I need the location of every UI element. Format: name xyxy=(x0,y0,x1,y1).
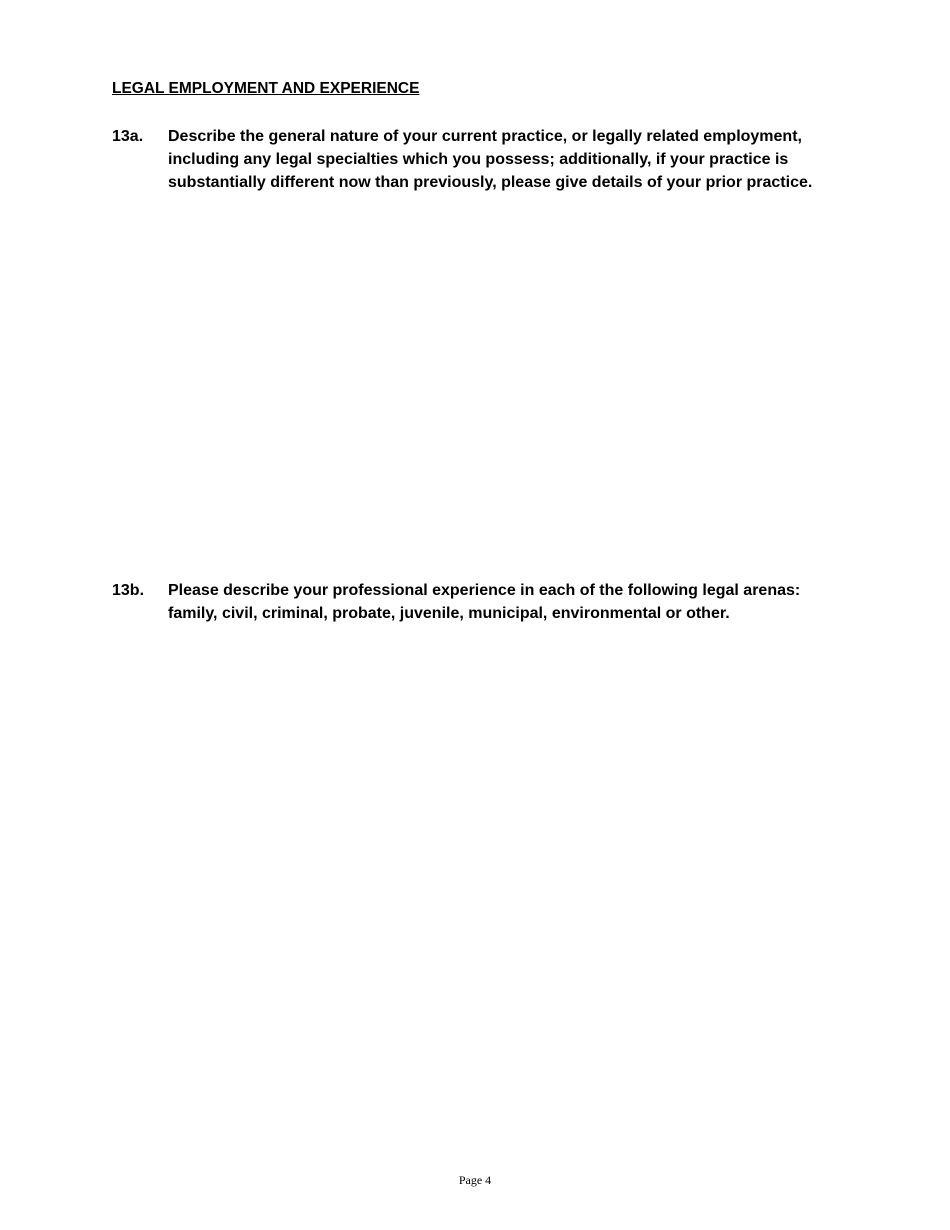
question-number: 13b. xyxy=(112,582,145,599)
question-number: 13a. xyxy=(112,128,144,145)
page-number: Page 4 xyxy=(458,1173,492,1187)
answer-area-13b[interactable] xyxy=(168,632,842,1152)
section-heading: LEGAL EMPLOYMENT AND EXPERIENCE xyxy=(112,80,420,97)
question-text: Please describe your professional experience in each of the following legal arenas: family, civil, criminal, probate, juvenile, municipal, environmental or other. xyxy=(168,582,801,622)
answer-area-13a[interactable] xyxy=(168,200,842,560)
question-13a xyxy=(112,125,842,194)
question-13b xyxy=(112,579,842,625)
question-text: Describe the general nature of your current practice, or legally related employment, including any legal specialties which you possess; additionally, if your practice is substantially different now than previously, please give details of your prior practice. xyxy=(168,128,813,191)
